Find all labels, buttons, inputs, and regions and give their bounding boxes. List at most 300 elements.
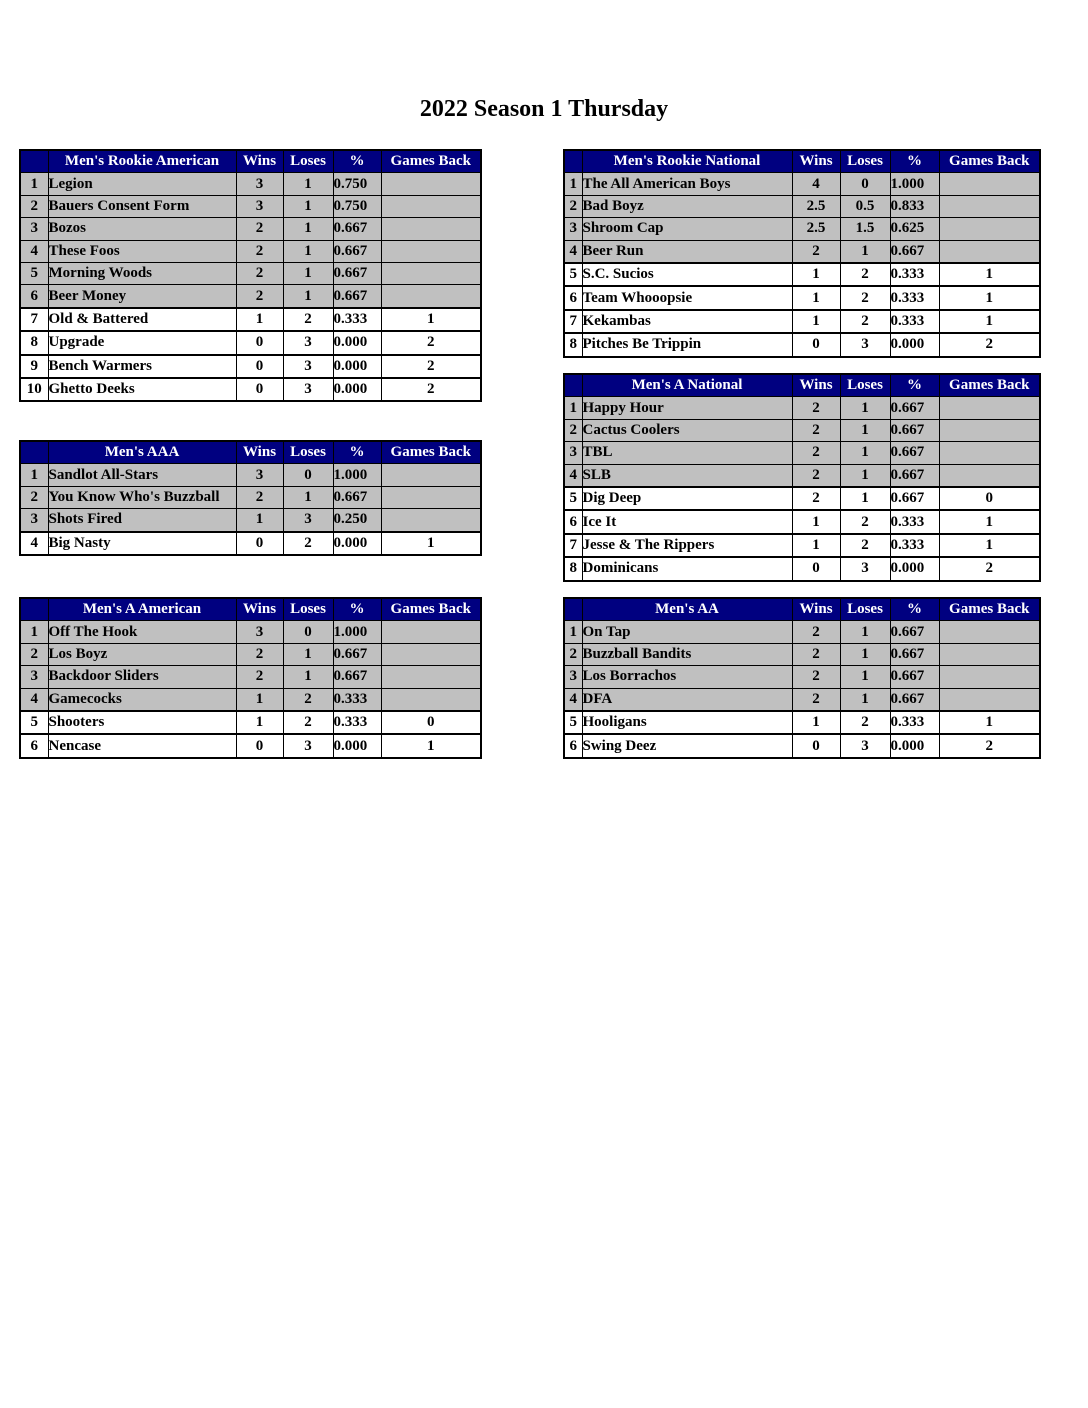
loses-cell: 2 [840, 286, 890, 309]
pct-cell: 0.667 [333, 262, 381, 284]
rank-cell: 6 [564, 510, 582, 533]
table-row [20, 355, 481, 378]
pct-cell: 0.667 [890, 688, 939, 711]
wins-cell: 3 [236, 464, 283, 486]
wins-header: Wins [792, 374, 840, 397]
games-back-header: Games Back [939, 598, 1040, 621]
loses-cell: 2 [283, 711, 333, 734]
loses-cell: 1 [283, 643, 333, 665]
wins-cell: 1 [792, 711, 840, 734]
rank-cell: 3 [20, 509, 48, 532]
games-back-cell: 2 [381, 331, 481, 354]
wins-cell: 2 [792, 464, 840, 487]
team-name-cell: Los Borrachos [582, 666, 792, 688]
table-row [564, 557, 1040, 580]
team-name-cell: Morning Woods [48, 262, 236, 284]
rank-cell: 4 [564, 240, 582, 263]
pct-cell: 0.333 [333, 688, 381, 711]
loses-cell: 1 [840, 240, 890, 263]
rank-cell: 6 [20, 285, 48, 308]
rank-cell: 8 [564, 557, 582, 580]
loses-cell: 3 [283, 378, 333, 401]
rank-cell: 2 [564, 643, 582, 665]
table-row [20, 711, 481, 734]
rank-cell: 5 [564, 487, 582, 510]
pct-cell: 0.333 [890, 310, 939, 333]
pct-cell: 0.000 [890, 333, 939, 356]
team-name-cell: Bauers Consent Form [48, 195, 236, 217]
division-name: Men's A National [582, 374, 792, 397]
team-name-cell: Ghetto Deeks [48, 378, 236, 401]
loses-cell: 0 [283, 464, 333, 486]
pct-header: % [890, 150, 939, 173]
games-back-cell [939, 442, 1040, 464]
team-name-cell: Shots Fired [48, 509, 236, 532]
wins-cell: 0 [236, 378, 283, 401]
table-row [20, 378, 481, 401]
rank-cell: 1 [20, 621, 48, 643]
rank-cell: 4 [20, 532, 48, 555]
pct-cell: 0.000 [333, 734, 381, 757]
games-back-cell [939, 397, 1040, 419]
standings-table-a-american [19, 597, 482, 759]
pct-cell: 0.667 [890, 442, 939, 464]
rank-cell: 9 [20, 355, 48, 378]
pct-cell: 1.000 [890, 173, 939, 195]
table-row [20, 173, 481, 195]
table-row [20, 688, 481, 711]
wins-cell: 2 [236, 643, 283, 665]
table-row [564, 218, 1040, 240]
loses-cell: 1 [283, 262, 333, 284]
loses-cell: 0 [283, 621, 333, 643]
division-name: Men's Rookie National [582, 150, 792, 173]
team-name-cell: Gamecocks [48, 688, 236, 711]
rank-header [20, 598, 48, 621]
games-back-header: Games Back [939, 374, 1040, 397]
team-name-cell: Beer Run [582, 240, 792, 263]
games-back-header: Games Back [381, 150, 481, 173]
rank-cell: 6 [20, 734, 48, 757]
wins-cell: 2 [236, 666, 283, 688]
pct-cell: 0.000 [333, 331, 381, 354]
games-back-cell [939, 419, 1040, 441]
loses-cell: 1 [840, 464, 890, 487]
pct-cell: 0.333 [890, 263, 939, 286]
table-row [20, 509, 481, 532]
team-name-cell: Legion [48, 173, 236, 195]
wins-cell: 2 [236, 240, 283, 262]
games-back-header: Games Back [381, 598, 481, 621]
games-back-cell: 2 [381, 355, 481, 378]
standings-table-aa [563, 597, 1041, 759]
loses-header: Loses [283, 441, 333, 464]
pct-cell: 0.667 [333, 486, 381, 508]
team-name-cell: Happy Hour [582, 397, 792, 419]
team-name-cell: Kekambas [582, 310, 792, 333]
wins-cell: 2 [792, 688, 840, 711]
wins-cell: 1 [792, 263, 840, 286]
wins-cell: 0 [236, 355, 283, 378]
wins-cell: 0 [236, 734, 283, 757]
team-name-cell: Ice It [582, 510, 792, 533]
pct-cell: 0.833 [890, 195, 939, 217]
table-row [564, 464, 1040, 487]
wins-cell: 2.5 [792, 195, 840, 217]
wins-cell: 2.5 [792, 218, 840, 240]
table-row [564, 240, 1040, 263]
team-name-cell: Jesse & The Rippers [582, 534, 792, 557]
wins-cell: 2 [792, 621, 840, 643]
games-back-cell: 2 [381, 378, 481, 401]
loses-cell: 1 [840, 688, 890, 711]
games-back-cell [381, 643, 481, 665]
rank-cell: 7 [564, 534, 582, 557]
rank-cell: 2 [564, 419, 582, 441]
table-row [20, 331, 481, 354]
loses-cell: 1 [283, 285, 333, 308]
loses-cell: 1 [283, 666, 333, 688]
table-row [564, 419, 1040, 441]
pct-cell: 0.667 [890, 666, 939, 688]
loses-header: Loses [283, 150, 333, 173]
loses-cell: 1 [283, 195, 333, 217]
team-name-cell: Shooters [48, 711, 236, 734]
games-back-cell [939, 666, 1040, 688]
team-name-cell: Big Nasty [48, 532, 236, 555]
games-back-header: Games Back [381, 441, 481, 464]
wins-cell: 2 [792, 442, 840, 464]
rank-cell: 5 [20, 262, 48, 284]
page-title: 2022 Season 1 Thursday [419, 96, 669, 122]
team-name-cell: Swing Deez [582, 734, 792, 757]
loses-cell: 2 [840, 263, 890, 286]
rank-cell: 1 [564, 397, 582, 419]
games-back-cell [939, 643, 1040, 665]
pct-cell: 0.667 [890, 643, 939, 665]
table-row [564, 397, 1040, 419]
loses-cell: 1 [840, 666, 890, 688]
table-row [20, 486, 481, 508]
team-name-cell: SLB [582, 464, 792, 487]
pct-cell: 0.667 [890, 464, 939, 487]
pct-cell: 0.333 [890, 510, 939, 533]
team-name-cell: Sandlot All-Stars [48, 464, 236, 486]
team-name-cell: Cactus Coolers [582, 419, 792, 441]
loses-cell: 3 [840, 333, 890, 356]
table-row [20, 240, 481, 262]
wins-cell: 2 [792, 397, 840, 419]
wins-cell: 3 [236, 621, 283, 643]
division-name: Men's AAA [48, 441, 236, 464]
pct-header: % [333, 441, 381, 464]
games-back-cell: 2 [939, 734, 1040, 757]
pct-cell: 0.333 [890, 711, 939, 734]
pct-cell: 0.667 [890, 397, 939, 419]
games-back-cell: 2 [939, 557, 1040, 580]
rank-header [564, 374, 582, 397]
pct-cell: 0.667 [890, 487, 939, 510]
loses-cell: 2 [283, 308, 333, 331]
team-name-cell: Shroom Cap [582, 218, 792, 240]
pct-header: % [890, 374, 939, 397]
pct-cell: 1.000 [333, 621, 381, 643]
wins-cell: 0 [236, 331, 283, 354]
wins-header: Wins [236, 441, 283, 464]
table-row [20, 532, 481, 555]
loses-header: Loses [283, 598, 333, 621]
wins-cell: 1 [236, 308, 283, 331]
rank-cell: 8 [20, 331, 48, 354]
rank-cell: 6 [564, 286, 582, 309]
rank-cell: 1 [20, 464, 48, 486]
games-back-cell: 2 [939, 333, 1040, 356]
team-name-cell: Upgrade [48, 331, 236, 354]
table-row [564, 487, 1040, 510]
wins-header: Wins [792, 598, 840, 621]
rank-header [564, 598, 582, 621]
loses-header: Loses [840, 598, 890, 621]
rank-cell: 1 [20, 173, 48, 195]
table-row [564, 442, 1040, 464]
rank-cell: 6 [564, 734, 582, 757]
table-row [20, 285, 481, 308]
team-name-cell: Backdoor Sliders [48, 666, 236, 688]
pct-cell: 0.667 [333, 643, 381, 665]
division-name: Men's A American [48, 598, 236, 621]
loses-cell: 1 [283, 173, 333, 195]
standings-table-rookie-american [19, 149, 482, 402]
wins-cell: 2 [792, 666, 840, 688]
rank-header [20, 441, 48, 464]
pct-cell: 0.000 [333, 355, 381, 378]
rank-cell: 3 [564, 218, 582, 240]
wins-cell: 2 [792, 643, 840, 665]
pct-cell: 0.625 [890, 218, 939, 240]
team-name-cell: Dominicans [582, 557, 792, 580]
standings-table-rookie-national [563, 149, 1041, 358]
table-row [20, 308, 481, 331]
wins-cell: 2 [792, 419, 840, 441]
loses-cell: 2 [840, 534, 890, 557]
games-back-cell [381, 173, 481, 195]
standings-table-a-national [563, 373, 1041, 582]
wins-cell: 1 [792, 510, 840, 533]
loses-cell: 0.5 [840, 195, 890, 217]
team-name-cell: On Tap [582, 621, 792, 643]
pct-cell: 0.667 [333, 285, 381, 308]
pct-cell: 0.750 [333, 195, 381, 217]
pct-header: % [890, 598, 939, 621]
wins-cell: 3 [236, 173, 283, 195]
rank-cell: 4 [564, 464, 582, 487]
rank-cell: 2 [20, 195, 48, 217]
division-name: Men's Rookie American [48, 150, 236, 173]
loses-cell: 2 [283, 532, 333, 555]
games-back-cell [381, 285, 481, 308]
games-back-cell [939, 218, 1040, 240]
pct-header: % [333, 598, 381, 621]
rank-header [564, 150, 582, 173]
pct-cell: 1.000 [333, 464, 381, 486]
table-row [20, 218, 481, 240]
wins-header: Wins [236, 598, 283, 621]
table-row [564, 621, 1040, 643]
team-name-cell: Bench Warmers [48, 355, 236, 378]
pct-cell: 0.667 [333, 240, 381, 262]
pct-cell: 0.333 [890, 286, 939, 309]
games-back-cell [381, 688, 481, 711]
team-name-cell: DFA [582, 688, 792, 711]
loses-cell: 3 [840, 734, 890, 757]
games-back-cell [381, 262, 481, 284]
loses-cell: 3 [283, 355, 333, 378]
loses-cell: 3 [283, 331, 333, 354]
team-name-cell: Team Whooopsie [582, 286, 792, 309]
team-name-cell: TBL [582, 442, 792, 464]
team-name-cell: Pitches Be Trippin [582, 333, 792, 356]
team-name-cell: Bad Boyz [582, 195, 792, 217]
table-row [20, 621, 481, 643]
rank-cell: 3 [564, 666, 582, 688]
wins-cell: 0 [792, 734, 840, 757]
games-back-cell: 1 [381, 734, 481, 757]
wins-cell: 2 [236, 218, 283, 240]
pct-cell: 0.333 [333, 711, 381, 734]
pct-cell: 0.250 [333, 509, 381, 532]
games-back-cell [939, 688, 1040, 711]
pct-cell: 0.000 [890, 557, 939, 580]
wins-cell: 1 [236, 509, 283, 532]
table-row [564, 173, 1040, 195]
rank-cell: 3 [20, 218, 48, 240]
games-back-cell [939, 464, 1040, 487]
table-row [20, 643, 481, 665]
wins-cell: 1 [792, 310, 840, 333]
games-back-cell: 1 [939, 711, 1040, 734]
games-back-cell: 1 [939, 310, 1040, 333]
loses-header: Loses [840, 374, 890, 397]
team-name-cell: Old & Battered [48, 308, 236, 331]
loses-cell: 2 [840, 510, 890, 533]
loses-cell: 1 [840, 419, 890, 441]
rank-cell: 8 [564, 333, 582, 356]
loses-header: Loses [840, 150, 890, 173]
games-back-cell: 0 [939, 487, 1040, 510]
wins-cell: 2 [792, 240, 840, 263]
team-name-cell: Hooligans [582, 711, 792, 734]
wins-cell: 1 [236, 688, 283, 711]
rank-cell: 10 [20, 378, 48, 401]
games-back-cell [381, 240, 481, 262]
team-name-cell: Bozos [48, 218, 236, 240]
wins-cell: 3 [236, 195, 283, 217]
team-name-cell: Los Boyz [48, 643, 236, 665]
rank-header [20, 150, 48, 173]
pct-cell: 0.000 [333, 532, 381, 555]
games-back-cell [381, 621, 481, 643]
pct-cell: 0.000 [890, 734, 939, 757]
loses-cell: 1 [840, 397, 890, 419]
table-row [564, 263, 1040, 286]
loses-cell: 1 [840, 487, 890, 510]
games-back-cell [939, 195, 1040, 217]
rank-cell: 1 [564, 621, 582, 643]
loses-cell: 1.5 [840, 218, 890, 240]
wins-header: Wins [792, 150, 840, 173]
loses-cell: 1 [840, 442, 890, 464]
team-name-cell: Nencase [48, 734, 236, 757]
rank-cell: 2 [564, 195, 582, 217]
table-row [564, 195, 1040, 217]
games-back-cell [381, 218, 481, 240]
games-back-cell [381, 464, 481, 486]
table-row [564, 688, 1040, 711]
games-back-cell [381, 666, 481, 688]
table-row [20, 262, 481, 284]
team-name-cell: Beer Money [48, 285, 236, 308]
rank-cell: 4 [564, 688, 582, 711]
games-back-cell [381, 195, 481, 217]
pct-header: % [333, 150, 381, 173]
table-row [564, 666, 1040, 688]
table-row [20, 195, 481, 217]
games-back-cell [939, 240, 1040, 263]
rank-cell: 3 [20, 666, 48, 688]
pct-cell: 0.667 [890, 240, 939, 263]
wins-cell: 2 [236, 262, 283, 284]
loses-cell: 2 [840, 310, 890, 333]
rank-cell: 1 [564, 173, 582, 195]
standings-table-aaa [19, 440, 482, 556]
loses-cell: 1 [283, 218, 333, 240]
wins-cell: 2 [236, 486, 283, 508]
wins-cell: 2 [792, 487, 840, 510]
games-back-cell [939, 173, 1040, 195]
loses-cell: 1 [840, 643, 890, 665]
games-back-cell: 1 [381, 308, 481, 331]
games-back-cell [381, 486, 481, 508]
games-back-cell: 1 [939, 286, 1040, 309]
team-name-cell: Off The Hook [48, 621, 236, 643]
games-back-cell: 1 [381, 532, 481, 555]
division-name: Men's AA [582, 598, 792, 621]
rank-cell: 5 [564, 263, 582, 286]
wins-cell: 0 [792, 333, 840, 356]
wins-cell: 1 [792, 286, 840, 309]
rank-cell: 5 [564, 711, 582, 734]
games-back-cell: 0 [381, 711, 481, 734]
rank-cell: 5 [20, 711, 48, 734]
games-back-header: Games Back [939, 150, 1040, 173]
rank-cell: 2 [20, 643, 48, 665]
pct-cell: 0.667 [890, 419, 939, 441]
table-row [20, 464, 481, 486]
rank-cell: 7 [20, 308, 48, 331]
table-row [564, 734, 1040, 757]
table-row [564, 643, 1040, 665]
wins-header: Wins [236, 150, 283, 173]
pct-cell: 0.750 [333, 173, 381, 195]
games-back-cell [939, 621, 1040, 643]
wins-cell: 4 [792, 173, 840, 195]
loses-cell: 0 [840, 173, 890, 195]
games-back-cell [381, 509, 481, 532]
loses-cell: 2 [283, 688, 333, 711]
loses-cell: 3 [283, 509, 333, 532]
loses-cell: 1 [283, 486, 333, 508]
team-name-cell: You Know Who's Buzzball [48, 486, 236, 508]
